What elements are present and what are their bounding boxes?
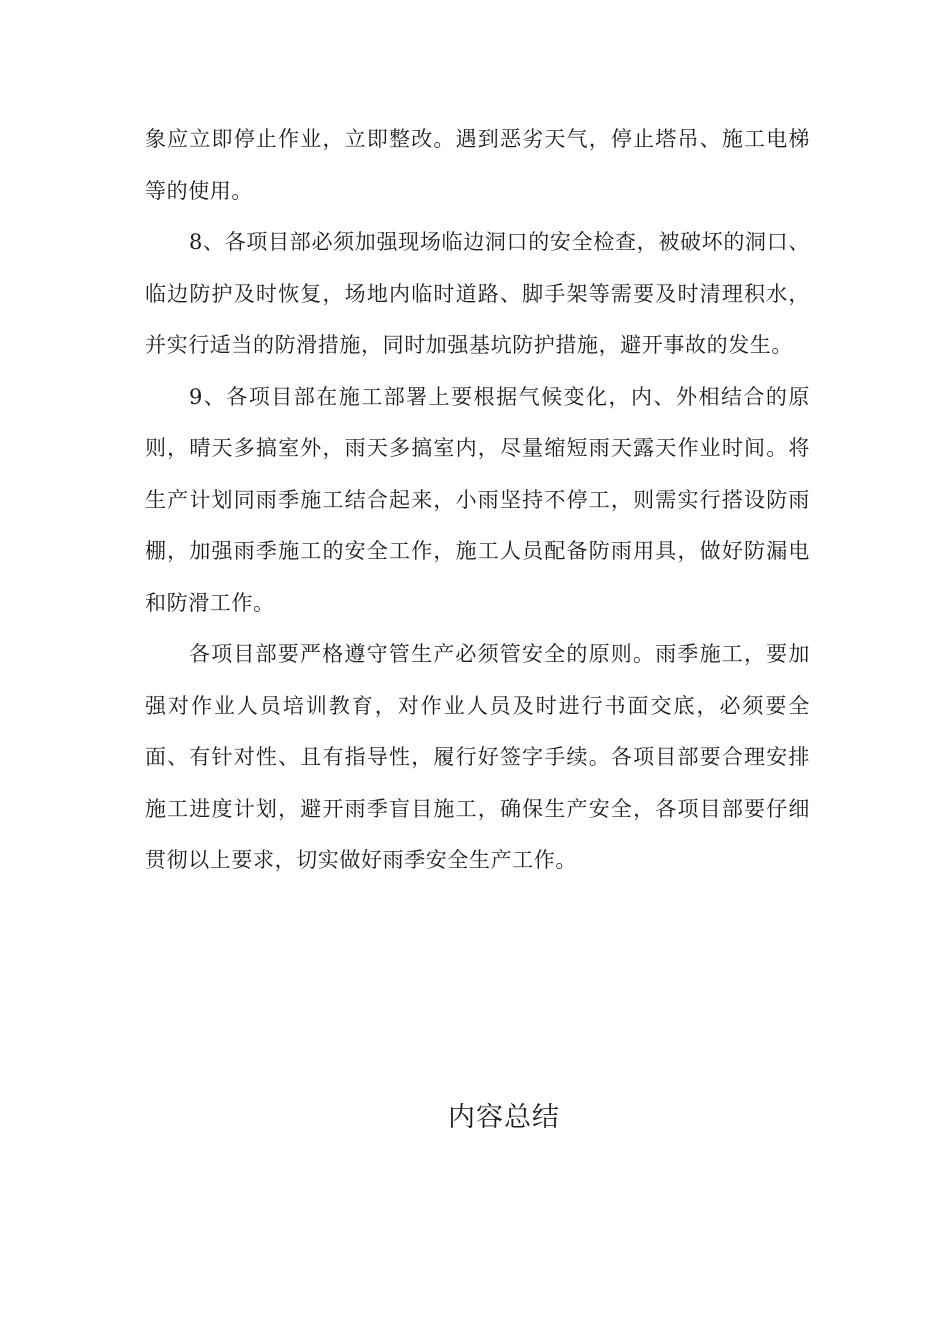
- paragraph-item-9: 9、各项目部在施工部署上要根据气候变化，内、外相结合的原则，晴天多搞室外，雨天多搞室内，尽量缩短雨天露天作业时间。将生产计划同雨季施工结合起来，小雨坚持不停工，则需实行搭设防雨棚，加强雨季施工的安全工作，施工人员配备防雨用具，做好防漏电和防滑工作。: [145, 384, 810, 615]
- paragraph-item-8: 8、各项目部必须加强现场临边洞口的安全检查，被破坏的洞口、临边防护及时恢复，场地内临时道路、脚手架等需要及时清理积水，并实行适当的防滑措施，同时加强基坑防护措施，避开事故的发生。: [145, 230, 810, 357]
- document-body: [145, 114, 810, 887]
- paragraph-continuation: 象应立即停止作业，立即整改。遇到恶劣天气，停止塔吊、施工电梯等的使用。: [145, 127, 810, 203]
- paragraph-conclusion: 各项目部要严格遵守管生产必须管安全的原则。雨季施工，要加强对作业人员培训教育，对作业人员及时进行书面交底，必须要全面、有针对性、且有指导性，履行好签字手续。各项目部要合理安排施工进度计划，避开雨季盲目施工，确保生产安全，各项目部要仔细贯彻以上要求，切实做好雨季安全生产工作。: [145, 642, 810, 872]
- summary-heading: 内容总结: [448, 1102, 560, 1133]
